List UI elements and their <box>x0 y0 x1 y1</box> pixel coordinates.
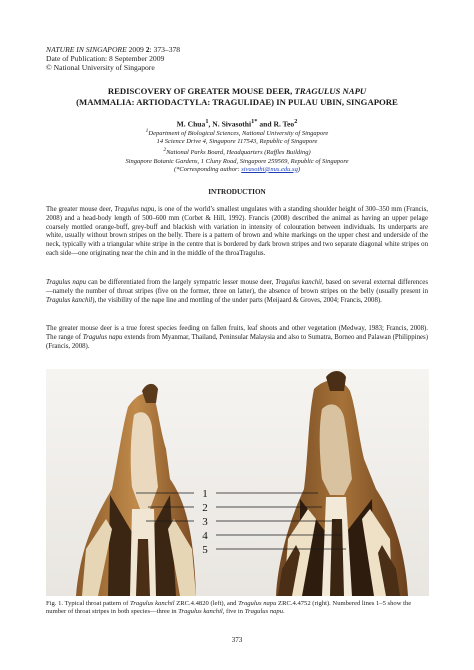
figure-caption: Fig. 1. Typical throat pattern of Tragulus kanchil ZRC.4.4820 (left), and Tragulus napu ZRC.4.4752 (right). Numbered lines 1–5 show the number of throat stripes in both species—three in Tragulus kanchil, five in Tragulus napu. <box>46 600 412 616</box>
copyright-line: © National University of Singapore <box>46 63 155 72</box>
paper-title: REDISCOVERY OF GREATER MOUSE DEER, TRAGULUS NAPU (MAMMALIA: ARTIODACTYLA: TRAGULIDAE) IN PULAU UBIN, SINGAPORE <box>76 86 398 107</box>
journal-citation: NATURE IN SINGAPORE 2009 2: 373–378 <box>46 45 181 54</box>
intro-paragraph-3: The greater mouse deer is a true forest species feeding on fallen fruits, leaf shoots and other vegetation (Medway, 1983; Francis, 2008). The range of Tragulus napu extends from Myanmar, Thailand, Peninsular Malaysia and also to Sumatra, Borneo and Palawan (Philippines) (Francis, 2008). <box>46 325 429 350</box>
throat-pattern-figure <box>46 369 429 596</box>
intro-paragraph-1: The greater mouse deer, Tragulus napu, is one of the world’s smallest ungulates with a standing shoulder height of 300–350 mm (Francis, 2008) and a head-body length of 500–600 mm (Corbet & Hill, 1992). Francis (2008) described the animal as having an upper pelage coarsely mottled orange-buff, grey-buff and blackish with variation in intensity of colouration between individuals. Its underparts are white, usually without brown stripes on the belly. There is a pattern of brown and white markings on the upper chest and underside of the neck, typically with a triangular white stripe in the centre that is bordered by dark brown stripes and two separate diagonal white stripes on each side—one originating near the chin and in the middle of the throaTragulus. <box>46 206 428 257</box>
stripe-number-5: 5 <box>202 544 208 556</box>
mouse-deer-photo <box>46 369 429 596</box>
intro-paragraph-2: Tragulus napu can be differentiated from the largely sympatric lesser mouse deer, Tragulus kanchil, based on several external differences—namely the number of throat stripes (five on the former, three on latter), the absence of brown stripes on the belly (usually present in Tragulus kanchil), the visibility of the nape line and mottling of the under parts (Meijaard & Groves, 2004; Francis, 2008). <box>46 279 428 304</box>
corresponding-email-link[interactable]: sivasothi@nus.edu.sg <box>241 165 298 173</box>
stripe-number-3: 3 <box>202 516 208 528</box>
affiliations: $^1$Department of Biological Sciences, National University of Singapore 14 Science Drive 4, Singapore 117543, Republic of Singapore $^2$National Parks Board, Headquarters (Raffles Building) Singapore Botanic Gardens, 1 Cluny Road, Singapore 259569, Republic of Singapore (*Corresponding author: sivasothi@nus.edu.sg) <box>125 128 349 173</box>
stripe-number-1: 1 <box>202 488 208 500</box>
publication-date: Date of Publication: 8 September 2009 <box>46 54 165 63</box>
section-heading: INTRODUCTION <box>208 188 266 196</box>
journal-header <box>46 45 180 72</box>
author-list: M. Chua$^1$, N. Sivasothi$^{1*}$ and R. Teo$^2$ <box>176 118 298 129</box>
stripe-number-4: 4 <box>202 530 208 542</box>
journal-name: NATURE IN SINGAPORE <box>46 45 127 54</box>
page-number: 373 <box>231 636 243 644</box>
stripe-number-2: 2 <box>202 502 208 514</box>
